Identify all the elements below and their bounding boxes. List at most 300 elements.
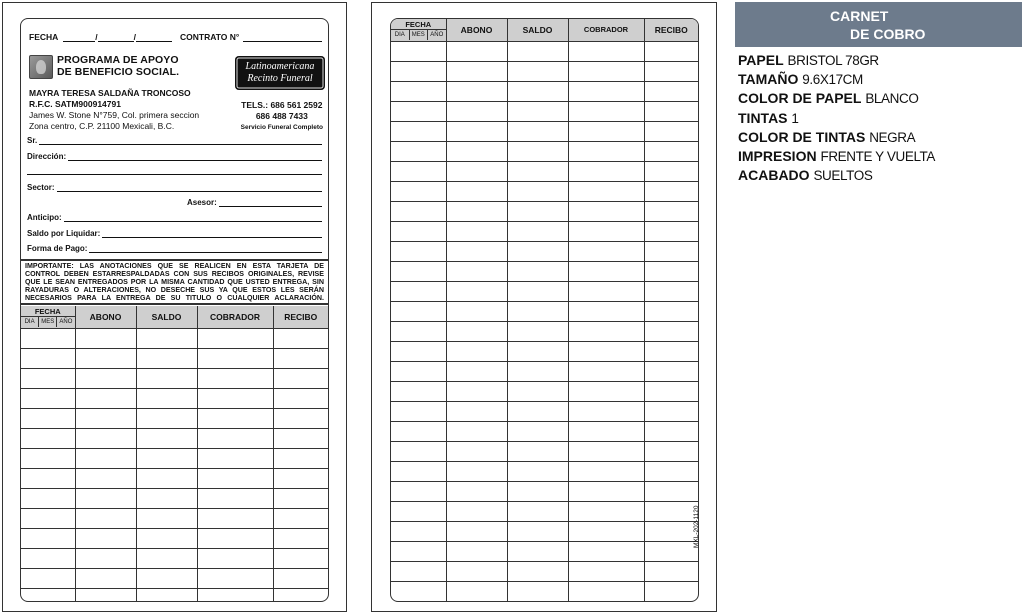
- spec-header: [735, 2, 1022, 47]
- table-row: [21, 448, 328, 468]
- table-cell[interactable]: [273, 588, 328, 602]
- table-cell[interactable]: [391, 161, 446, 181]
- table-cell[interactable]: [568, 341, 644, 361]
- table-cell[interactable]: [446, 441, 507, 461]
- table-cell[interactable]: [507, 181, 568, 201]
- table-cell[interactable]: [644, 221, 698, 241]
- spec-key: IMPRESION: [738, 148, 817, 165]
- anticipo-field[interactable]: [64, 214, 322, 222]
- table-cell[interactable]: [446, 281, 507, 301]
- table-cell[interactable]: [197, 568, 273, 588]
- table-cell[interactable]: [644, 61, 698, 81]
- table-row: [391, 161, 698, 181]
- table-cell[interactable]: [644, 181, 698, 201]
- table-cell[interactable]: [507, 101, 568, 121]
- header-recibo: RECIBO: [644, 19, 698, 41]
- anticipo-label: Anticipo:: [27, 213, 62, 222]
- table-cell[interactable]: [644, 401, 698, 421]
- table-cell[interactable]: [446, 381, 507, 401]
- table-cell[interactable]: [568, 381, 644, 401]
- table-cell[interactable]: [273, 548, 328, 568]
- table-cell[interactable]: [136, 328, 197, 348]
- table-cell[interactable]: [644, 441, 698, 461]
- spec-key: TINTAS: [738, 109, 788, 126]
- table-cell[interactable]: [507, 361, 568, 381]
- table-cell[interactable]: [391, 221, 446, 241]
- month-field[interactable]: [98, 32, 137, 42]
- table-cell[interactable]: [446, 581, 507, 601]
- table-cell[interactable]: [568, 81, 644, 101]
- table-cell[interactable]: [507, 581, 568, 601]
- table-cell[interactable]: [568, 581, 644, 601]
- table-cell[interactable]: [568, 481, 644, 501]
- table-cell[interactable]: [568, 461, 644, 481]
- table-cell[interactable]: [446, 201, 507, 221]
- table-cell[interactable]: [568, 161, 644, 181]
- table-cell[interactable]: [197, 468, 273, 488]
- header-fecha: [391, 19, 446, 41]
- owner-info: [29, 88, 199, 132]
- table-cell[interactable]: [197, 388, 273, 408]
- table-cell[interactable]: [446, 81, 507, 101]
- table-row: [391, 541, 698, 561]
- table-row: [391, 81, 698, 101]
- table-cell[interactable]: [568, 281, 644, 301]
- table-cell[interactable]: [391, 201, 446, 221]
- table-cell[interactable]: [75, 328, 136, 348]
- table-cell[interactable]: [568, 361, 644, 381]
- direccion-field-line2[interactable]: [27, 167, 322, 175]
- table-cell[interactable]: [273, 468, 328, 488]
- table-cell[interactable]: [446, 341, 507, 361]
- table-row: [391, 381, 698, 401]
- table-cell[interactable]: [273, 368, 328, 388]
- table-cell[interactable]: [446, 241, 507, 261]
- contrato-field[interactable]: [243, 34, 322, 42]
- table-cell[interactable]: [75, 348, 136, 368]
- phone-info: [241, 100, 323, 133]
- table-cell[interactable]: [197, 448, 273, 468]
- table-cell[interactable]: [391, 341, 446, 361]
- forma-pago-label: Forma de Pago:: [27, 244, 88, 253]
- table-cell[interactable]: [273, 428, 328, 448]
- table-cell[interactable]: [391, 501, 446, 521]
- table-cell[interactable]: [446, 321, 507, 341]
- table-cell[interactable]: [391, 421, 446, 441]
- table-row: [391, 441, 698, 461]
- table-row: [391, 581, 698, 601]
- spec-key: ACABADO: [738, 167, 810, 184]
- table-cell[interactable]: [273, 388, 328, 408]
- sr-label: Sr.: [27, 136, 38, 145]
- table-cell[interactable]: [644, 421, 698, 441]
- sr-field[interactable]: [39, 137, 322, 145]
- table-row: [391, 221, 698, 241]
- table-cell[interactable]: [568, 541, 644, 561]
- table-cell[interactable]: [75, 388, 136, 408]
- table-cell[interactable]: [391, 441, 446, 461]
- table-cell[interactable]: [507, 221, 568, 241]
- table-cell[interactable]: [568, 421, 644, 441]
- table-cell[interactable]: [568, 401, 644, 421]
- table-cell[interactable]: [568, 141, 644, 161]
- table-cell[interactable]: [391, 321, 446, 341]
- table-row: [21, 348, 328, 368]
- day-field[interactable]: [63, 32, 98, 42]
- table-row: [391, 421, 698, 441]
- table-cell[interactable]: [446, 461, 507, 481]
- table-cell[interactable]: [21, 488, 75, 508]
- direccion-field[interactable]: [68, 153, 322, 161]
- table-cell[interactable]: [568, 41, 644, 61]
- table-cell[interactable]: [75, 488, 136, 508]
- table-cell[interactable]: [21, 468, 75, 488]
- table-cell[interactable]: [136, 568, 197, 588]
- phone-line1: TELS.: 686 561 2592: [241, 100, 323, 110]
- forma-pago-field-row[interactable]: [27, 244, 322, 253]
- table-cell[interactable]: [568, 521, 644, 541]
- table-cell[interactable]: [21, 348, 75, 368]
- table-cell[interactable]: [507, 141, 568, 161]
- spec-value: SUELTOS: [813, 168, 873, 184]
- header-fecha: [21, 306, 75, 328]
- table-cell[interactable]: [391, 181, 446, 201]
- table-cell[interactable]: [446, 161, 507, 181]
- spec-value: NEGRA: [869, 129, 916, 145]
- table-cell[interactable]: [507, 521, 568, 541]
- forma-pago-field[interactable]: [89, 245, 322, 253]
- table-cell[interactable]: [507, 461, 568, 481]
- table-cell[interactable]: [273, 568, 328, 588]
- table-cell[interactable]: [391, 381, 446, 401]
- funeral-seal-logo: [235, 56, 325, 90]
- table-cell[interactable]: [644, 121, 698, 141]
- table-cell[interactable]: [507, 501, 568, 521]
- table-cell[interactable]: [136, 548, 197, 568]
- table-cell[interactable]: [136, 508, 197, 528]
- table-cell[interactable]: [568, 241, 644, 261]
- table-cell[interactable]: [644, 201, 698, 221]
- table-cell[interactable]: [391, 281, 446, 301]
- header-abono: ABONO: [75, 306, 136, 328]
- table-cell[interactable]: [568, 181, 644, 201]
- table-cell[interactable]: [391, 461, 446, 481]
- table-cell[interactable]: [644, 481, 698, 501]
- table-cell[interactable]: [507, 121, 568, 141]
- table-row: [21, 528, 328, 548]
- table-cell[interactable]: [75, 408, 136, 428]
- table-row: [21, 428, 328, 448]
- divider: [21, 259, 328, 261]
- table-cell[interactable]: [391, 401, 446, 421]
- header-abono: ABONO: [446, 19, 507, 41]
- table-cell[interactable]: [21, 428, 75, 448]
- table-cell[interactable]: [75, 448, 136, 468]
- table-cell[interactable]: [644, 101, 698, 121]
- table-cell[interactable]: [21, 448, 75, 468]
- spec-title-line1: CARNET: [830, 8, 889, 24]
- table-cell[interactable]: [391, 561, 446, 581]
- table-cell[interactable]: [446, 301, 507, 321]
- direccion-field-row[interactable]: [27, 152, 322, 161]
- table-cell[interactable]: [197, 588, 273, 602]
- table-cell[interactable]: [21, 568, 75, 588]
- table-cell[interactable]: [644, 561, 698, 581]
- table-cell[interactable]: [644, 241, 698, 261]
- spec-item: [738, 70, 935, 89]
- table-cell[interactable]: [568, 441, 644, 461]
- table-cell[interactable]: [644, 541, 698, 561]
- contrato-label: CONTRATO N°: [180, 32, 240, 42]
- table-cell[interactable]: [446, 521, 507, 541]
- table-cell[interactable]: [446, 561, 507, 581]
- table-cell[interactable]: [507, 481, 568, 501]
- address-line2: Zona centro, C.P. 21100 Mexicali, B.C.: [29, 121, 175, 131]
- table-cell[interactable]: [446, 221, 507, 241]
- table-cell[interactable]: [273, 528, 328, 548]
- table-cell[interactable]: [391, 521, 446, 541]
- table-cell[interactable]: [136, 528, 197, 548]
- table-cell[interactable]: [568, 501, 644, 521]
- table-cell[interactable]: [391, 481, 446, 501]
- table-row: [391, 141, 698, 161]
- table-cell[interactable]: [644, 321, 698, 341]
- table-cell[interactable]: [507, 241, 568, 261]
- table-cell[interactable]: [507, 261, 568, 281]
- program-title: [57, 55, 179, 78]
- table-cell[interactable]: [446, 401, 507, 421]
- table-cell[interactable]: [391, 121, 446, 141]
- table-row: [21, 468, 328, 488]
- sector-label: Sector:: [27, 183, 55, 192]
- table-cell[interactable]: [644, 41, 698, 61]
- table-cell[interactable]: [644, 341, 698, 361]
- table-cell[interactable]: [75, 468, 136, 488]
- asesor-label: Asesor:: [187, 198, 217, 207]
- spec-value: BLANCO: [865, 91, 919, 107]
- table-row: [21, 488, 328, 508]
- table-cell[interactable]: [21, 548, 75, 568]
- table-cell[interactable]: [75, 548, 136, 568]
- anticipo-field-row[interactable]: [27, 213, 322, 222]
- divider: [21, 303, 328, 305]
- mes-header: MES: [38, 317, 56, 327]
- sector-field[interactable]: [57, 184, 322, 192]
- table-cell[interactable]: [136, 388, 197, 408]
- table-cell[interactable]: [446, 41, 507, 61]
- saldo-field-row[interactable]: [27, 229, 322, 238]
- date-separator: /: [95, 32, 98, 42]
- table-cell[interactable]: [507, 341, 568, 361]
- table-cell[interactable]: [21, 528, 75, 548]
- table-cell[interactable]: [568, 221, 644, 241]
- table-cell[interactable]: [568, 561, 644, 581]
- table-cell[interactable]: [391, 81, 446, 101]
- back-card: [390, 18, 699, 602]
- table-cell[interactable]: [644, 581, 698, 601]
- table-cell[interactable]: [507, 81, 568, 101]
- table-cell[interactable]: [273, 328, 328, 348]
- table-cell[interactable]: [446, 541, 507, 561]
- table-cell[interactable]: [197, 488, 273, 508]
- year-field[interactable]: [133, 32, 172, 42]
- table-cell[interactable]: [75, 428, 136, 448]
- table-cell[interactable]: [136, 488, 197, 508]
- table-row: [391, 361, 698, 381]
- table-cell[interactable]: [197, 428, 273, 448]
- direccion-extra-row[interactable]: [27, 167, 322, 175]
- asesor-field-row[interactable]: [187, 198, 322, 207]
- table-cell[interactable]: [446, 421, 507, 441]
- table-cell[interactable]: [391, 261, 446, 281]
- table-cell[interactable]: [21, 588, 75, 602]
- table-cell[interactable]: [273, 508, 328, 528]
- table-cell[interactable]: [568, 201, 644, 221]
- table-cell[interactable]: [446, 101, 507, 121]
- table-row: [21, 328, 328, 348]
- table-cell[interactable]: [644, 301, 698, 321]
- table-cell[interactable]: [507, 321, 568, 341]
- table-cell[interactable]: [391, 241, 446, 261]
- spec-value: 9.6X17CM: [802, 72, 863, 88]
- spec-title-line2: DE COBRO: [850, 26, 926, 42]
- table-cell[interactable]: [391, 581, 446, 601]
- table-cell[interactable]: [568, 121, 644, 141]
- table-cell[interactable]: [568, 101, 644, 121]
- table-cell[interactable]: [21, 508, 75, 528]
- table-cell[interactable]: [446, 61, 507, 81]
- table-cell[interactable]: [75, 528, 136, 548]
- table-row: [391, 41, 698, 61]
- table-cell[interactable]: [391, 301, 446, 321]
- table-cell[interactable]: [391, 61, 446, 81]
- table-cell[interactable]: [644, 261, 698, 281]
- table-cell[interactable]: [644, 521, 698, 541]
- table-cell[interactable]: [507, 41, 568, 61]
- table-cell[interactable]: [197, 548, 273, 568]
- table-cell[interactable]: [197, 368, 273, 388]
- table-cell[interactable]: [21, 408, 75, 428]
- table-cell[interactable]: [446, 181, 507, 201]
- spec-item: [738, 109, 935, 128]
- table-cell[interactable]: [136, 408, 197, 428]
- spec-item: [738, 51, 935, 70]
- seal-line1: Latinoamericana: [245, 61, 315, 72]
- table-cell[interactable]: [507, 441, 568, 461]
- table-cell[interactable]: [644, 361, 698, 381]
- table-cell[interactable]: [644, 161, 698, 181]
- table-cell[interactable]: [391, 101, 446, 121]
- table-cell[interactable]: [75, 508, 136, 528]
- table-cell[interactable]: [273, 348, 328, 368]
- table-row: [21, 588, 328, 602]
- table-cell[interactable]: [507, 401, 568, 421]
- table-cell[interactable]: [644, 501, 698, 521]
- table-cell[interactable]: [273, 448, 328, 468]
- table-cell[interactable]: [136, 348, 197, 368]
- table-cell[interactable]: [568, 321, 644, 341]
- table-cell[interactable]: [21, 368, 75, 388]
- table-cell[interactable]: [644, 281, 698, 301]
- program-logo-icon: [29, 55, 53, 79]
- table-cell[interactable]: [136, 428, 197, 448]
- table-cell[interactable]: [507, 201, 568, 221]
- table-cell[interactable]: [446, 501, 507, 521]
- table-cell[interactable]: [446, 121, 507, 141]
- table-cell[interactable]: [391, 41, 446, 61]
- table-cell[interactable]: [568, 261, 644, 281]
- table-row: [391, 461, 698, 481]
- spec-list: [738, 51, 935, 185]
- table-cell[interactable]: [197, 528, 273, 548]
- spec-key: COLOR DE TINTAS: [738, 128, 866, 145]
- table-cell[interactable]: [75, 568, 136, 588]
- table-cell[interactable]: [197, 508, 273, 528]
- table-cell[interactable]: [391, 541, 446, 561]
- date-separator: /: [133, 32, 137, 42]
- table-row: [391, 341, 698, 361]
- table-cell[interactable]: [507, 61, 568, 81]
- saldo-field[interactable]: [102, 230, 322, 238]
- table-cell[interactable]: [644, 81, 698, 101]
- table-cell[interactable]: [21, 388, 75, 408]
- table-cell[interactable]: [644, 461, 698, 481]
- table-cell[interactable]: [197, 328, 273, 348]
- table-row: [391, 401, 698, 421]
- table-cell[interactable]: [391, 141, 446, 161]
- table-row: [391, 321, 698, 341]
- table-cell[interactable]: [568, 301, 644, 321]
- table-cell[interactable]: [136, 468, 197, 488]
- table-cell[interactable]: [136, 448, 197, 468]
- header-recibo: RECIBO: [273, 306, 328, 328]
- table-cell[interactable]: [507, 561, 568, 581]
- table-cell[interactable]: [507, 301, 568, 321]
- table-cell[interactable]: [391, 361, 446, 381]
- sr-field-row[interactable]: [27, 136, 322, 145]
- direccion-label: Dirección:: [27, 152, 67, 161]
- table-cell[interactable]: [75, 588, 136, 602]
- table-cell[interactable]: [507, 541, 568, 561]
- table-cell[interactable]: [446, 361, 507, 381]
- table-row: [21, 568, 328, 588]
- table-cell[interactable]: [273, 488, 328, 508]
- table-cell[interactable]: [446, 481, 507, 501]
- table-cell[interactable]: [136, 368, 197, 388]
- table-cell[interactable]: [446, 261, 507, 281]
- table-cell[interactable]: [197, 408, 273, 428]
- table-cell[interactable]: [507, 381, 568, 401]
- table-cell[interactable]: [644, 381, 698, 401]
- table-cell[interactable]: [21, 328, 75, 348]
- table-cell[interactable]: [568, 61, 644, 81]
- table-row: [21, 368, 328, 388]
- sector-field-row[interactable]: [27, 183, 322, 192]
- service-label: Servicio Funeral Completo: [240, 124, 323, 131]
- table-cell[interactable]: [75, 368, 136, 388]
- table-cell[interactable]: [446, 141, 507, 161]
- table-row: [21, 408, 328, 428]
- table-cell[interactable]: [507, 421, 568, 441]
- table-cell[interactable]: [197, 348, 273, 368]
- table-cell[interactable]: [273, 408, 328, 428]
- asesor-field[interactable]: [219, 199, 322, 207]
- table-cell[interactable]: [507, 281, 568, 301]
- table-cell[interactable]: [507, 161, 568, 181]
- table-cell[interactable]: [136, 588, 197, 602]
- print-code: MXL-202-1120: [693, 505, 700, 548]
- table-cell[interactable]: [644, 141, 698, 161]
